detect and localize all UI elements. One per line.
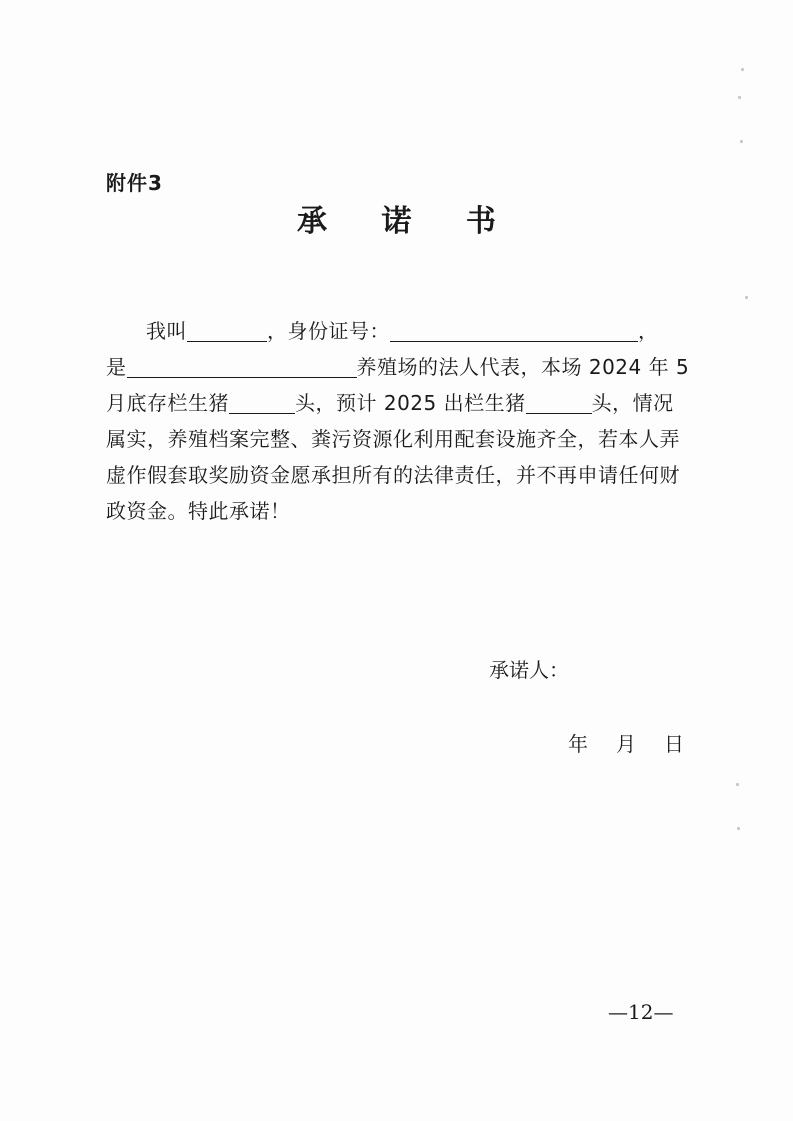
scan-speck <box>736 783 739 786</box>
scan-speck <box>738 96 741 99</box>
date-line <box>568 728 684 757</box>
output-count-blank <box>526 391 592 414</box>
body-text-segment: 头，预计 2025 出栏生猪 <box>295 391 526 415</box>
body-text-segment: 月底存栏生猪 <box>106 391 229 415</box>
body-line-5: 虚作假套取奖励资金愿承担所有的法律责任，并不再申请任何财 <box>106 463 680 487</box>
body-text-segment: 养殖场的法人代表，本场 2024 年 5 <box>356 355 690 379</box>
scan-speck <box>745 296 748 299</box>
date-year: 年 <box>568 732 588 756</box>
body-line-4: 属实，养殖档案完整、粪污资源化利用配套设施齐全，若本人弄 <box>106 427 680 451</box>
body-text-segment: 头，情况 <box>591 391 674 415</box>
body-line-1 <box>106 313 694 349</box>
page-number: —12— <box>608 1000 674 1024</box>
farm-name-blank <box>127 355 357 378</box>
date-month: 月 <box>616 732 636 756</box>
body-text-segment: ，身份证号： <box>267 319 390 343</box>
body-line-6: 政资金。特此承诺！ <box>106 499 291 523</box>
attachment-label: 附件3 <box>106 171 163 195</box>
name-blank <box>187 319 267 342</box>
pledge-body <box>106 313 694 529</box>
body-text-segment: 是 <box>106 355 127 379</box>
body-line-3 <box>106 385 694 421</box>
signer-label: 承诺人： <box>489 658 569 682</box>
date-day: 日 <box>664 732 684 756</box>
stock-count-blank <box>229 391 295 414</box>
body-line-2 <box>106 349 694 385</box>
document-title: 承 诺 书 <box>297 204 518 239</box>
scan-speck <box>737 827 740 830</box>
scan-speck <box>741 68 744 71</box>
id-number-blank <box>390 319 638 342</box>
body-text-segment: 我叫 <box>146 319 187 343</box>
body-text-segment: ， <box>638 319 659 343</box>
scan-speck <box>740 140 743 143</box>
